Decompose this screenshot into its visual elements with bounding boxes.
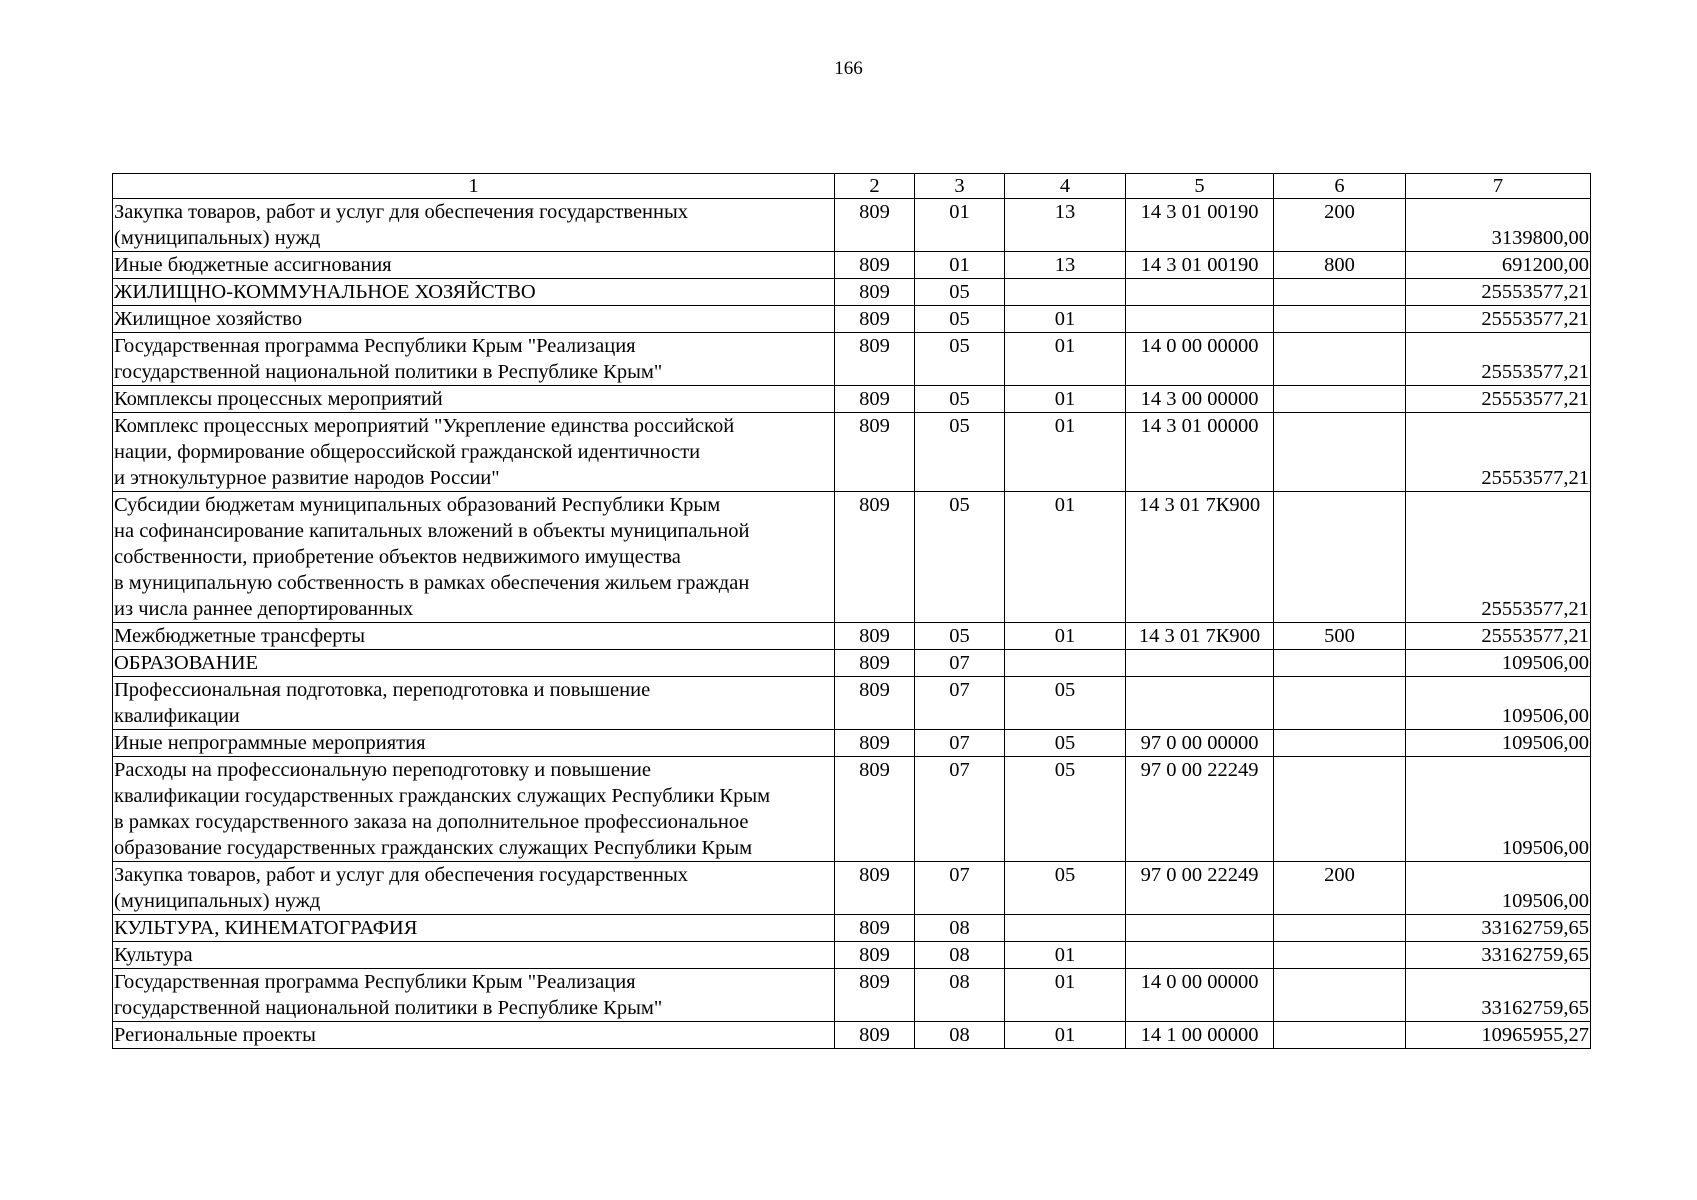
row-name-cell: Закупка товаров, работ и услуг для обеспечения государственных (муниципальных) нужд	[113, 199, 835, 252]
header-cell: 1	[113, 174, 835, 199]
subsection-code-cell: 05	[1005, 730, 1126, 757]
table-row	[113, 492, 1591, 623]
ministry-code-cell: 809	[835, 915, 915, 942]
target-article-cell: 14 3 01 00190	[1126, 199, 1274, 252]
subsection-code-cell: 01	[1005, 969, 1126, 1022]
expense-type-cell	[1274, 677, 1406, 730]
table-row	[113, 279, 1591, 306]
target-article-cell: 14 3 01 7К900	[1126, 623, 1274, 650]
target-article-cell: 14 3 00 00000	[1126, 386, 1274, 413]
row-name-cell: Культура	[113, 942, 835, 969]
subsection-code-cell	[1005, 279, 1126, 306]
header-cell: 7	[1406, 174, 1591, 199]
section-code-cell: 07	[915, 730, 1005, 757]
row-name-cell: КУЛЬТУРА, КИНЕМАТОГРАФИЯ	[113, 915, 835, 942]
section-code-cell: 08	[915, 969, 1005, 1022]
row-name-cell: Государственная программа Республики Крым "Реализация государственной национальной политики в Республике Крым"	[113, 333, 835, 386]
header-cell: 4	[1005, 174, 1126, 199]
table-row	[113, 862, 1591, 915]
target-article-cell: 97 0 00 22249	[1126, 862, 1274, 915]
subsection-code-cell: 01	[1005, 306, 1126, 333]
subsection-code-cell: 01	[1005, 1022, 1126, 1049]
expense-type-cell: 200	[1274, 199, 1406, 252]
table-row	[113, 915, 1591, 942]
amount-cell: 33162759,65	[1406, 942, 1591, 969]
expense-type-cell: 200	[1274, 862, 1406, 915]
subsection-code-cell: 13	[1005, 199, 1126, 252]
subsection-code-cell: 05	[1005, 757, 1126, 862]
amount-cell: 109506,00	[1406, 650, 1591, 677]
target-article-cell: 14 3 01 00190	[1126, 252, 1274, 279]
subsection-code-cell	[1005, 915, 1126, 942]
expense-type-cell	[1274, 306, 1406, 333]
ministry-code-cell: 809	[835, 199, 915, 252]
amount-cell: 109506,00	[1406, 730, 1591, 757]
section-code-cell: 05	[915, 333, 1005, 386]
amount-cell: 691200,00	[1406, 252, 1591, 279]
section-code-cell: 08	[915, 1022, 1005, 1049]
expense-type-cell	[1274, 333, 1406, 386]
section-code-cell: 05	[915, 386, 1005, 413]
subsection-code-cell: 01	[1005, 492, 1126, 623]
table-row	[113, 942, 1591, 969]
expense-type-cell	[1274, 413, 1406, 492]
expense-type-cell	[1274, 969, 1406, 1022]
expense-type-cell	[1274, 942, 1406, 969]
table-row	[113, 1022, 1591, 1049]
target-article-cell	[1126, 942, 1274, 969]
target-article-cell	[1126, 915, 1274, 942]
amount-cell: 10965955,27	[1406, 1022, 1591, 1049]
amount-cell: 25553577,21	[1406, 623, 1591, 650]
target-article-cell	[1126, 306, 1274, 333]
section-code-cell: 05	[915, 306, 1005, 333]
row-name-cell: Комплексы процессных мероприятий	[113, 386, 835, 413]
ministry-code-cell: 809	[835, 252, 915, 279]
page-number: 166	[834, 58, 863, 79]
expense-type-cell: 500	[1274, 623, 1406, 650]
row-name-cell: Иные непрограммные мероприятия	[113, 730, 835, 757]
row-name-cell: Государственная программа Республики Крым "Реализация государственной национальной политики в Республике Крым"	[113, 969, 835, 1022]
expense-type-cell: 800	[1274, 252, 1406, 279]
section-code-cell: 07	[915, 757, 1005, 862]
amount-cell: 109506,00	[1406, 862, 1591, 915]
subsection-code-cell: 01	[1005, 623, 1126, 650]
row-name-cell: ЖИЛИЩНО-КОММУНАЛЬНОЕ ХОЗЯЙСТВО	[113, 279, 835, 306]
subsection-code-cell: 01	[1005, 333, 1126, 386]
target-article-cell: 14 1 00 00000	[1126, 1022, 1274, 1049]
subsection-code-cell: 05	[1005, 677, 1126, 730]
amount-cell: 25553577,21	[1406, 279, 1591, 306]
table-row	[113, 650, 1591, 677]
table-row	[113, 199, 1591, 252]
row-name-cell: Расходы на профессиональную переподготовку и повышение квалификации государственных гражданских служащих Республики Крым в рамках государственного заказа на дополнительное профессиональное образование государственных гражданских служащих Республики Крым	[113, 757, 835, 862]
amount-cell: 109506,00	[1406, 677, 1591, 730]
subsection-code-cell: 13	[1005, 252, 1126, 279]
ministry-code-cell: 809	[835, 413, 915, 492]
expense-type-cell	[1274, 492, 1406, 623]
subsection-code-cell: 01	[1005, 942, 1126, 969]
amount-cell: 25553577,21	[1406, 413, 1591, 492]
ministry-code-cell: 809	[835, 677, 915, 730]
header-cell: 2	[835, 174, 915, 199]
header-cell: 3	[915, 174, 1005, 199]
table-row	[113, 969, 1591, 1022]
header-cell: 6	[1274, 174, 1406, 199]
row-name-cell: Иные бюджетные ассигнования	[113, 252, 835, 279]
ministry-code-cell: 809	[835, 730, 915, 757]
amount-cell: 33162759,65	[1406, 969, 1591, 1022]
amount-cell: 25553577,21	[1406, 333, 1591, 386]
amount-cell: 109506,00	[1406, 757, 1591, 862]
expense-type-cell	[1274, 757, 1406, 862]
target-article-cell: 14 0 00 00000	[1126, 333, 1274, 386]
target-article-cell: 14 3 01 7К900	[1126, 492, 1274, 623]
subsection-code-cell: 01	[1005, 386, 1126, 413]
header-cell: 5	[1126, 174, 1274, 199]
row-name-cell: Жилищное хозяйство	[113, 306, 835, 333]
row-name-cell: Комплекс процессных мероприятий "Укрепление единства российской нации, формирование общероссийской гражданской идентичности и этнокультурное развитие народов России"	[113, 413, 835, 492]
section-code-cell: 01	[915, 199, 1005, 252]
target-article-cell	[1126, 650, 1274, 677]
section-code-cell: 05	[915, 492, 1005, 623]
target-article-cell	[1126, 677, 1274, 730]
ministry-code-cell: 809	[835, 333, 915, 386]
expense-type-cell	[1274, 730, 1406, 757]
expense-type-cell	[1274, 279, 1406, 306]
amount-cell: 25553577,21	[1406, 306, 1591, 333]
ministry-code-cell: 809	[835, 623, 915, 650]
table-row	[113, 757, 1591, 862]
expense-type-cell	[1274, 915, 1406, 942]
subsection-code-cell: 01	[1005, 413, 1126, 492]
table-row	[113, 306, 1591, 333]
section-code-cell: 08	[915, 942, 1005, 969]
ministry-code-cell: 809	[835, 942, 915, 969]
subsection-code-cell	[1005, 650, 1126, 677]
row-name-cell: Закупка товаров, работ и услуг для обеспечения государственных (муниципальных) нужд	[113, 862, 835, 915]
row-name-cell: Межбюджетные трансферты	[113, 623, 835, 650]
ministry-code-cell: 809	[835, 862, 915, 915]
section-code-cell: 05	[915, 279, 1005, 306]
ministry-code-cell: 809	[835, 650, 915, 677]
amount-cell: 33162759,65	[1406, 915, 1591, 942]
table-header-row	[113, 174, 1591, 199]
table-row	[113, 333, 1591, 386]
ministry-code-cell: 809	[835, 306, 915, 333]
target-article-cell: 97 0 00 00000	[1126, 730, 1274, 757]
ministry-code-cell: 809	[835, 386, 915, 413]
table-row	[113, 730, 1591, 757]
expense-type-cell	[1274, 650, 1406, 677]
target-article-cell	[1126, 279, 1274, 306]
table-row	[113, 386, 1591, 413]
ministry-code-cell: 809	[835, 969, 915, 1022]
budget-table	[112, 173, 1591, 1049]
target-article-cell: 97 0 00 22249	[1126, 757, 1274, 862]
section-code-cell: 07	[915, 862, 1005, 915]
expense-type-cell	[1274, 1022, 1406, 1049]
ministry-code-cell: 809	[835, 1022, 915, 1049]
section-code-cell: 05	[915, 413, 1005, 492]
table-row	[113, 252, 1591, 279]
row-name-cell: Региональные проекты	[113, 1022, 835, 1049]
amount-cell: 3139800,00	[1406, 199, 1591, 252]
table-row	[113, 623, 1591, 650]
ministry-code-cell: 809	[835, 279, 915, 306]
table-row	[113, 413, 1591, 492]
ministry-code-cell: 809	[835, 757, 915, 862]
amount-cell: 25553577,21	[1406, 492, 1591, 623]
target-article-cell: 14 0 00 00000	[1126, 969, 1274, 1022]
row-name-cell: ОБРАЗОВАНИЕ	[113, 650, 835, 677]
expense-type-cell	[1274, 386, 1406, 413]
row-name-cell: Субсидии бюджетам муниципальных образований Республики Крым на софинансирование капитальных вложений в объекты муниципальной собственности, приобретение объектов недвижимого имущества в муниципальную собственность в рамках обеспечения жильем граждан из числа раннее депортированных	[113, 492, 835, 623]
amount-cell: 25553577,21	[1406, 386, 1591, 413]
table-row	[113, 677, 1591, 730]
section-code-cell: 01	[915, 252, 1005, 279]
section-code-cell: 05	[915, 623, 1005, 650]
section-code-cell: 07	[915, 677, 1005, 730]
subsection-code-cell: 05	[1005, 862, 1126, 915]
row-name-cell: Профессиональная подготовка, переподготовка и повышение квалификации	[113, 677, 835, 730]
ministry-code-cell: 809	[835, 492, 915, 623]
target-article-cell: 14 3 01 00000	[1126, 413, 1274, 492]
section-code-cell: 08	[915, 915, 1005, 942]
section-code-cell: 07	[915, 650, 1005, 677]
